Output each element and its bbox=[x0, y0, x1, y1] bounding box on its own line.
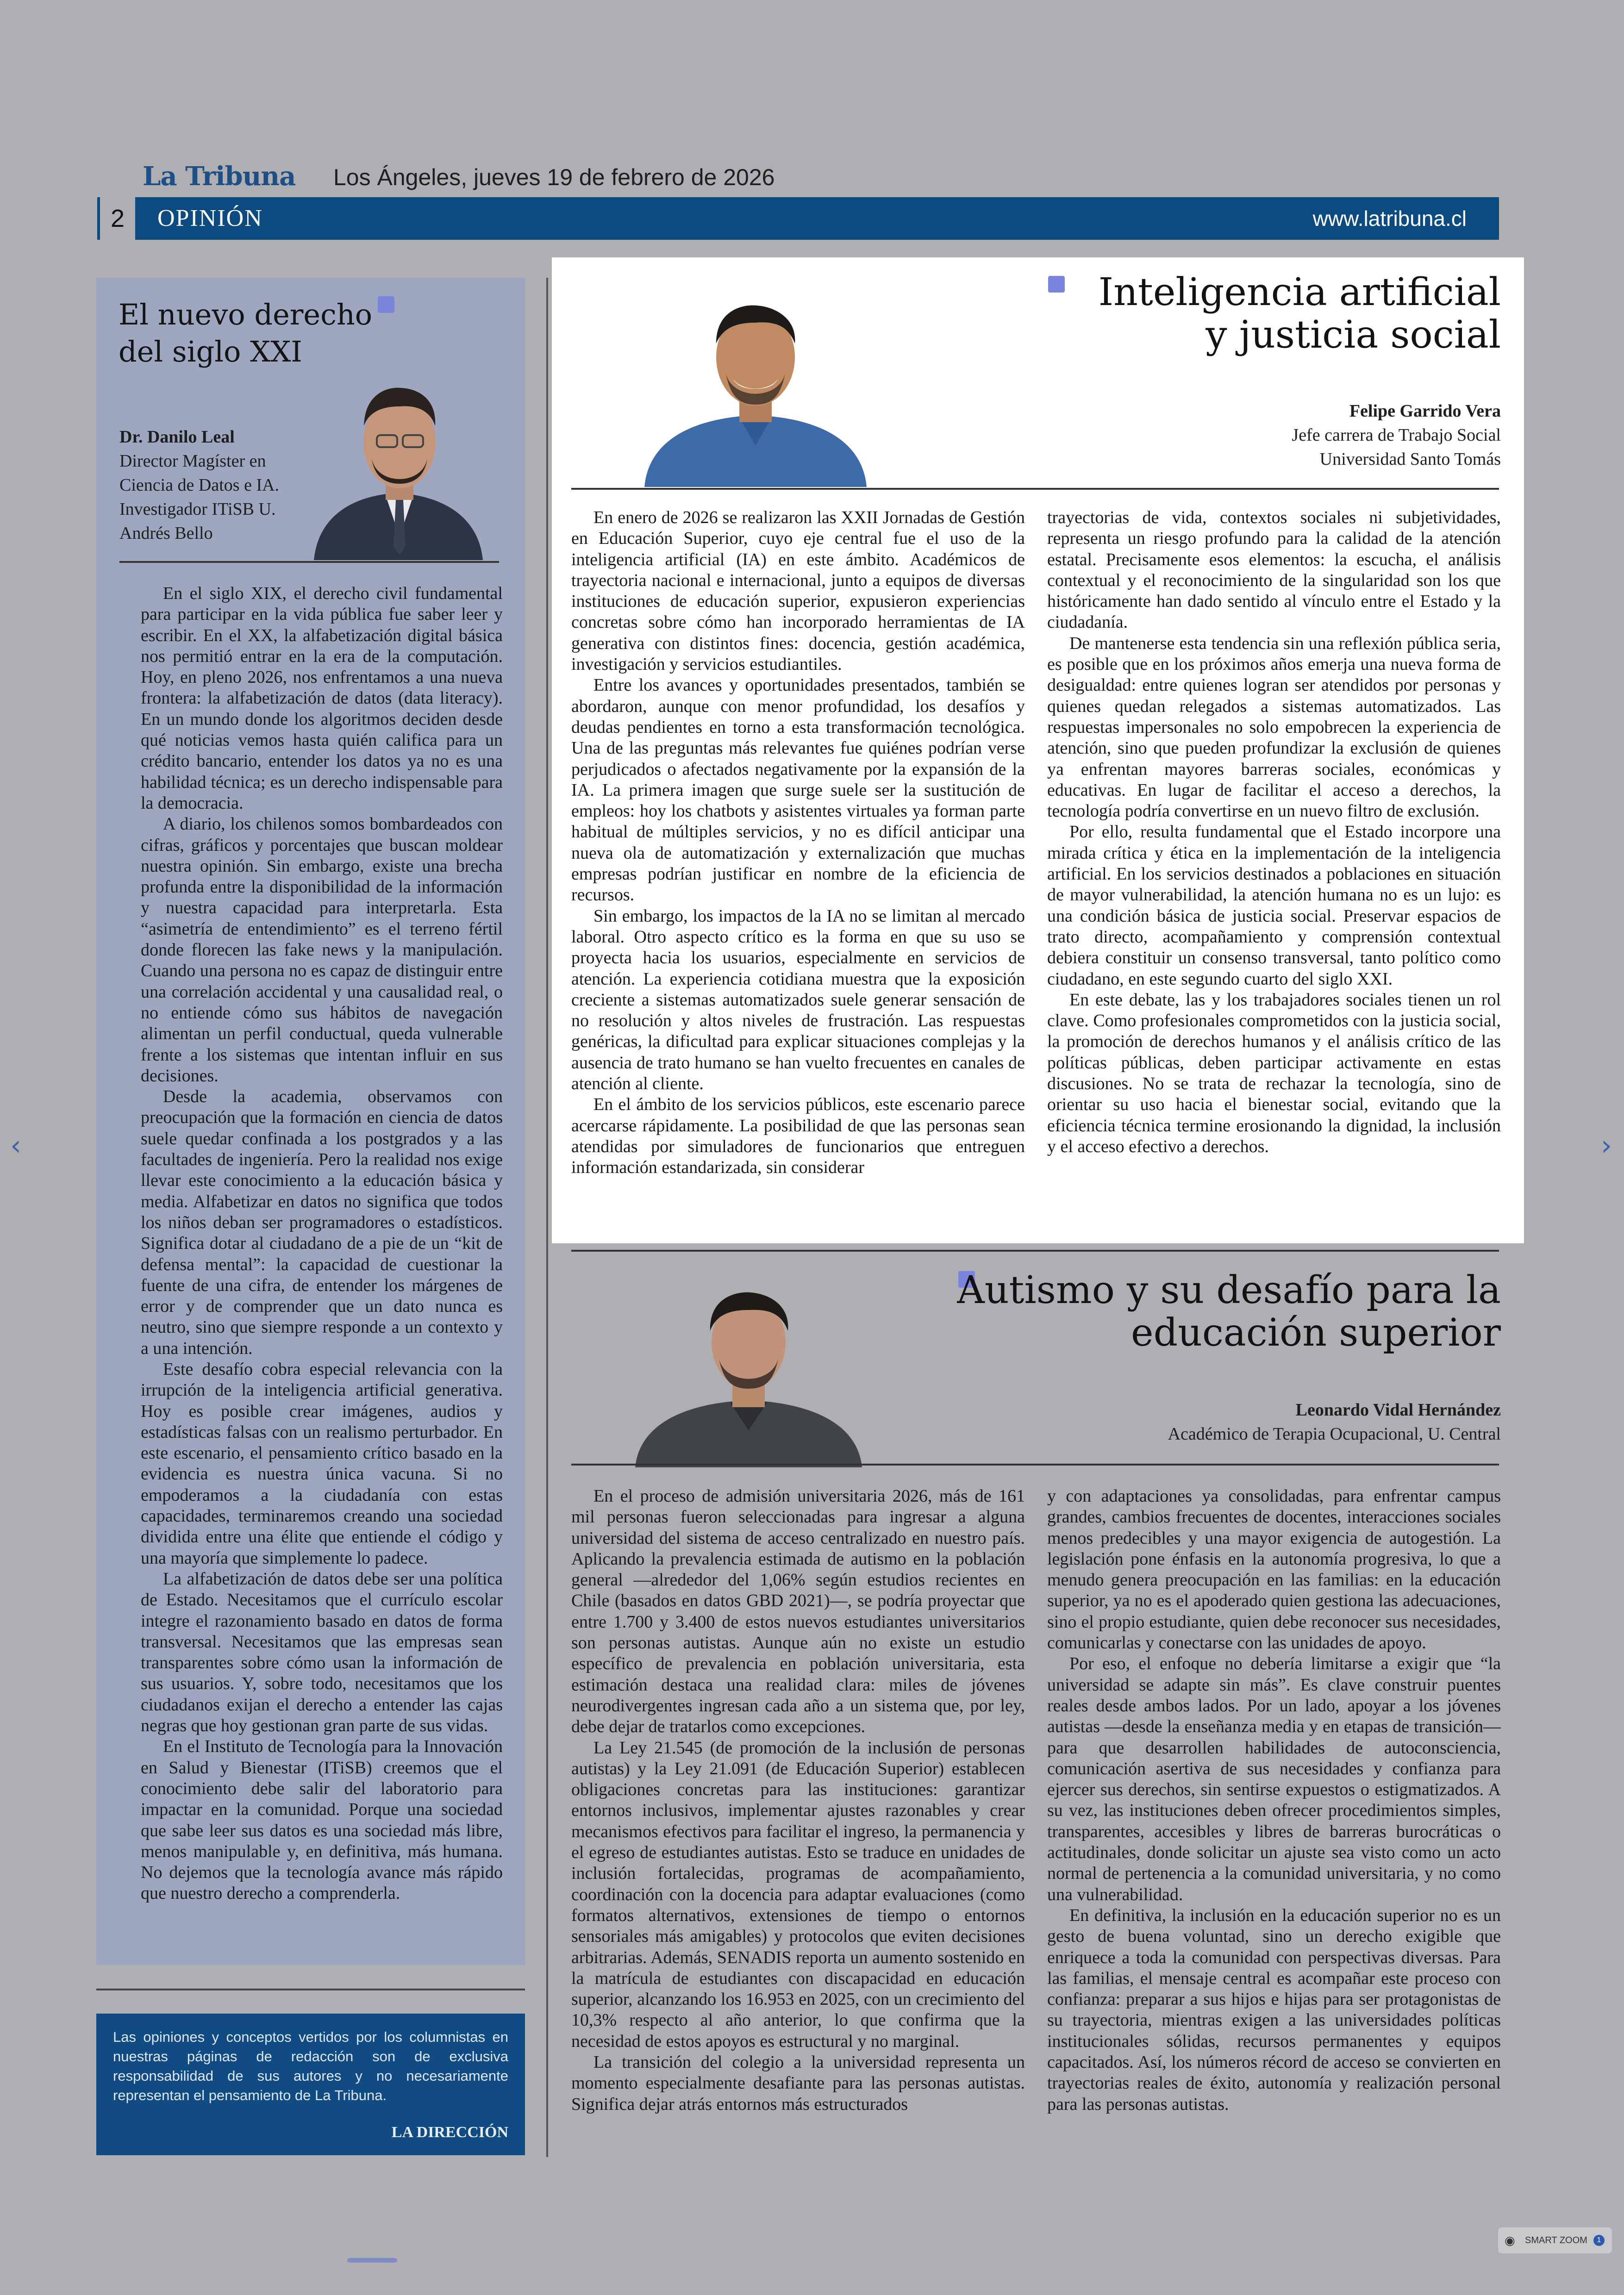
author-photo bbox=[631, 1273, 867, 1467]
article-byline bbox=[945, 1398, 1501, 1446]
sidebar-author bbox=[119, 425, 319, 545]
annotation-badge-icon[interactable] bbox=[1048, 276, 1065, 293]
paragraph: Desde la academia, observamos con preocupación que la formación en ciencia de datos suele quedar confinada a los postgrados y a las facultades de ingeniería. Pero la realidad nos exige llevar este conocimiento a la educación básica y media. Alfabetizar en datos no significa que todos los niños deban ser programadores o estadísticos. Significa dotar al ciudadano de a pie de un “kit de defensa mental”: la capacidad de cuestionar la fuente de una cifra, de entender los márgenes de error y de comprender que un dato nunca es neutro, sino que siempre responde a un contexto y a una intención. bbox=[141, 1087, 503, 1358]
paragraph: En el ámbito de los servicios públicos, este escenario parece acercarse rápidamente. La posibilidad de que las personas sean atendidas por simuladores de funcionarios que entreguen información estandarizada, sin considerar bbox=[571, 1095, 1025, 1178]
article-column-2 bbox=[1047, 507, 1501, 1157]
page-scrollbar[interactable] bbox=[347, 2258, 397, 2263]
paragraph: La alfabetización de datos debe ser una política de Estado. Necesitamos que el currículo escolar integre el razonamiento basado en datos de forma transversal. Necesitamos que las empresas sean transparentes sobre cómo usan la información de sus usuarios. Y, sobre todo, necesitamos que los ciudadanos exijan el derecho a entender las cajas negras que hoy gestionan gran parte de sus vidas. bbox=[141, 1569, 503, 1736]
author-photo bbox=[635, 279, 876, 487]
next-page-icon[interactable]: › bbox=[1601, 1129, 1612, 1162]
smart-zoom-label: SMART ZOOM bbox=[1525, 2235, 1587, 2245]
author-name: Leonardo Vidal Hernández bbox=[1295, 1400, 1501, 1420]
article-ai-justice bbox=[552, 257, 1524, 1243]
sidebar-body bbox=[141, 583, 503, 1904]
dateline: Los Ángeles, jueves 19 de febrero de 2026 bbox=[333, 164, 775, 190]
author-affiliation: Universidad Santo Tomás bbox=[1319, 449, 1501, 469]
paragraph: En este debate, las y los trabajadores sociales tienen un rol clave. Como profesionales comprometidos con la justicia social, la promoción de derechos humanos y el análisis crítico de las políticas públicas, deben participar activamente en estas discusiones. No se trata de rechazar la tecnología, sino de orientar su uso hacia el bienestar social, evitando que la eficiencia técnica termine erosionando la dignidad, la inclusión y el acceso efectivo a derechos. bbox=[1047, 990, 1501, 1156]
smart-zoom-count: 1 bbox=[1593, 2235, 1605, 2246]
disclaimer-signature: LA DIRECCIÓN bbox=[391, 2124, 508, 2141]
author-role: Director Magíster en Ciencia de Datos e IA. Investigador ITiSB U. Andrés Bello bbox=[119, 451, 280, 543]
author-name: Dr. Danilo Leal bbox=[119, 427, 235, 447]
paragraph: En el proceso de admisión universitaria 2026, más de 161 mil personas fueron seleccionadas para ingresar a alguna universidad del sistema de acceso centralizado en nuestro país. Aplicando la prevalencia estimada de autismo en la población general —alrededor del 1,06% según estudios recientes en Chile (basados en datos GBD 2021)—, se podría proyectar que entre 1.700 y 3.400 de estos nuevos estudiantes universitarios son personas autistas. Aunque aún no existe un estudio específico de prevalencia en población universitaria, esta estimación destaca una realidad clara: miles de jóvenes neurodivergentes ingresan cada año a un sistema que, por ley, debe dejar de tratarlos como excepciones. bbox=[571, 1486, 1025, 1737]
paragraph: En el Instituto de Tecnología para la Innovación en Salud y Bienestar (ITiSB) creemos que el conocimiento debe salir del laboratorio para impactar en la comunidad. Porque una sociedad que sabe leer sus datos es una sociedad más libre, menos manipulable y, en definitiva, más humana. No dejemos que la tecnología avance más rápido que nuestro derecho a comprenderla. bbox=[141, 1737, 503, 1903]
column-divider bbox=[546, 278, 548, 2157]
article-divider bbox=[571, 488, 1499, 490]
disclaimer-text: Las opiniones y conceptos vertidos por los columnistas en nuestras páginas de redacción son de exclusiva responsabilidad de sus autores y no necesariamente representan el pensamiento de La Tribuna. bbox=[113, 2029, 508, 2103]
disclaimer-divider bbox=[96, 1989, 525, 1990]
paragraph: Entre los avances y oportunidades presentados, también se abordaron, aunque con menor profundidad, los desafíos y deudas pendientes en torno a esta transformación tecnológica. Una de las preguntas más relevantes fue quiénes podrían verse perjudicados o afectados negativamente por la expansión de la IA. La primera imagen que surge suele ser la sustitución de empleos: hoy los chatbots y asistentes virtuales ya forman parte habitual de múltiples servicios, y no es difícil anticipar una nueva ola de automatización y externalización que muchas empresas podrían justificar en nombre de la eficiencia de recursos. bbox=[571, 675, 1025, 905]
paragraph: y con adaptaciones ya consolidadas, para enfrentar campus grandes, cambios frecuentes de docentes, interacciones sociales menos predecibles y una mayor exigencia de autogestión. La legislación pone énfasis en la autonomía progresiva, lo que a menudo genera preocupación en las familias: en la educación superior, ya no es el apoderado quien gestiona las adecuaciones, sino el propio estudiante, quien debe reconocer sus necesidades, comunicarlas y conectarse con las unidades de apoyo. bbox=[1047, 1486, 1501, 1653]
article-column-2 bbox=[1047, 1486, 1501, 2115]
paragraph: Por ello, resulta fundamental que el Estado incorpore una mirada crítica y ética en la implementación de la inteligencia artificial. En los servicios destinados a poblaciones en situación de mayor vulnerabilidad, la atención humana no es un lujo: es una condición básica de justicia social. Preservar espacios de trato directo, acompañamiento y comprensión contextual debiera constituir un consenso transversal, tanto político como ciudadano, en este segundo cuarto del siglo XXI. bbox=[1047, 822, 1501, 989]
article-headline: Autismo y su desafío para la educación superior bbox=[957, 1268, 1501, 1355]
article-autism bbox=[552, 1250, 1524, 2157]
article-headline: Inteligencia artificial y justicia social bbox=[1098, 270, 1501, 357]
eye-icon: ◉ bbox=[1505, 2233, 1515, 2247]
article-byline bbox=[1084, 399, 1501, 471]
paragraph: A diario, los chilenos somos bombardeados con cifras, gráficos y porcentajes que buscan moldear nuestra opinión. Sin embargo, existe una brecha profunda entre la disponibilidad de la información y nuestra capacidad para interpretarla. Esta “asimetría de entendimiento” es el terreno fértil donde florecen las fake news y la manipulación. Cuando una persona no es capaz de distinguir entre una correlación accidental y una causalidad real, o no entiende cómo sus hábitos de navegación alimentan un perfil conductual, queda vulnerable frente a los sistemas que intentan influir en sus decisiones. bbox=[141, 814, 503, 1085]
author-role: Académico de Terapia Ocupacional, U. Central bbox=[1168, 1424, 1501, 1444]
paragraph: En el siglo XIX, el derecho civil fundamental para participar en la vida pública fue saber leer y escribir. En el XX, la alfabetización digital básica nos permitió entrar en la era de la computación. Hoy, en pleno 2026, nos enfrentamos a una nueva frontera: la alfabetización de datos (data literacy). En un mundo donde los algoritmos deciden desde qué noticias vemos hasta quién califica para un crédito bancario, entender los datos ya no es una habilidad técnica; es un derecho indispensable para la democracia. bbox=[141, 584, 503, 813]
page-number: 2 bbox=[97, 197, 135, 240]
article-column-1 bbox=[571, 1486, 1025, 2115]
section-name: OPINIÓN bbox=[157, 205, 263, 231]
paragraph: La Ley 21.545 (de promoción de la inclusión de personas autistas) y la Ley 21.091 (de Educación Superior) establecen obligaciones concretas para las instituciones: garantizar entornos inclusivos, implementar ajustes razonables y crear mecanismos efectivos para facilitar el ingreso, la permanencia y el egreso de estudiantes autistas. Esto se traduce en unidades de inclusión fortalecidas, programas de acompañamiento, coordinación con la docencia para adaptar evaluaciones (como formatos alternativos, extensiones de tiempo o entornos sensoriales más amigables) y protocolos que eviten decisiones arbitrarias. Además, SENADIS reporta un aumento sostenido en la matrícula de estudiantes con discapacidad en educación superior, alcanzando los 16.953 en 2025, con un crecimiento del 10,3% respecto al año anterior, lo que confirma que la necesidad de estos apoyos es estructural y no marginal. bbox=[571, 1738, 1025, 2051]
opinion-sidebar bbox=[96, 278, 525, 1965]
paragraph: En enero de 2026 se realizaron las XXII Jornadas de Gestión en Educación Superior, cuyo eje central fue el uso de la inteligencia artificial (IA) en este ámbito. Académicos de trayectoria nacional e internacional, junto a equipos de diversas instituciones de educación superior, expusieron experiencias concretas sobre cómo han incorporado herramientas de IA generativa con distintos fines: docencia, gestión académica, investigación y servicios estudiantiles. bbox=[571, 508, 1025, 674]
article-divider bbox=[571, 1464, 1499, 1466]
paragraph: trayectorias de vida, contextos sociales ni subjetividades, representa un riesgo profundo para la calidad de la atención estatal. Precisamente esos elementos: la escucha, el análisis contextual y el reconocimiento de la singularidad son los que históricamente han dado sentido al vínculo entre el Estado y la ciudadanía. bbox=[1047, 508, 1501, 632]
author-photo bbox=[295, 361, 501, 560]
paragraph: Sin embargo, los impactos de la IA no se limitan al mercado laboral. Otro aspecto crítico es la forma en que su uso se proyecta hacia los usuarios, especialmente en servicios de atención. La experiencia cotidiana muestra que la exposición creciente a sistemas automatizados suele generar sensación de no resolución y altos niveles de frustración. Las respuestas genéricas, la dificultad para explicar situaciones complejas y la ausencia de trato humano se han vuelto frecuentes en canales de atención al cliente. bbox=[571, 906, 1025, 1094]
paragraph: Este desafío cobra especial relevancia con la irrupción de la inteligencia artificial generativa. Hoy es posible crear imágenes, audios y estadísticas falsas con un realismo perturbador. En este escenario, el pensamiento crítico basado en la evidencia es nuestra única vacuna. Si no empoderamos a la ciudadanía con estas capacidades, terminaremos creando una sociedad dividida entre una élite que entiende el código y una mayoría que simplemente lo padece. bbox=[141, 1359, 503, 1568]
sidebar-title: El nuevo derecho del siglo XXI bbox=[119, 298, 373, 368]
paragraph: De mantenerse esta tendencia sin una reflexión pública seria, es posible que en los próximos años emerja una nueva forma de desigualdad: entre quienes logran ser atendidos por personas y quienes quedan relegados a sistemas automatizados. Las respuestas impersonales no solo empobrecen la experiencia de atención, sino que pueden profundizar la exclusión de quienes ya enfrentan mayores barreras sociales, económicas y educativas. En lugar de facilitar el acceso a derechos, la tecnología podría convertirse en un nuevo filtro de exclusión. bbox=[1047, 633, 1501, 821]
newspaper-logo: La Tribuna bbox=[143, 161, 296, 192]
website-link[interactable]: www.latribuna.cl bbox=[1312, 206, 1467, 231]
section-bar bbox=[97, 197, 1499, 240]
sidebar-divider bbox=[119, 561, 499, 563]
masthead bbox=[143, 161, 1499, 198]
article-column-1 bbox=[571, 507, 1025, 1179]
author-name: Felipe Garrido Vera bbox=[1349, 401, 1501, 421]
author-role: Jefe carrera de Trabajo Social bbox=[1292, 425, 1501, 445]
prev-page-icon[interactable]: ‹ bbox=[10, 1129, 21, 1162]
annotation-badge-icon[interactable] bbox=[378, 296, 394, 313]
paragraph: La transición del colegio a la universidad representa un momento especialmente desafiante para las personas autistas. Significa dejar atrás entornos más estructurados bbox=[571, 2052, 1025, 2114]
paragraph: Por eso, el enfoque no debería limitarse a exigir que “la universidad se adapte sin más”. Es clave construir puentes reales desde ambos lados. Por un lado, apoyar a los jóvenes autistas —desde la enseñanza media y en etapas de transición— para que desarrollen habilidades de autoconsciencia, comunicación asertiva de sus necesidades y confianza para ejercer sus derechos, sin sentirse expuestos o estigmatizados. A su vez, las instituciones deben ofrecer procedimientos simples, transparentes, accesibles y libres de barreras burocráticas o actitudinales, donde solicitar un ajuste sea visto como un acto normal de pertenencia a la comunidad universitaria, y no como una vulnerabilidad. bbox=[1047, 1654, 1501, 1904]
smart-zoom-button[interactable] bbox=[1498, 2227, 1612, 2253]
editorial-disclaimer bbox=[96, 2014, 525, 2155]
paragraph: En definitiva, la inclusión en la educación superior no es un gesto de buena voluntad, sino un derecho exigible que enriquece a toda la comunidad con perspectivas diversas. Para las familias, el mensaje central es acompañar este proceso con confianza: preparar a sus hijos e hijas para ser protagonistas de su trayectoria, mientras exigen a las universidades políticas institucionales sólidas, recursos permanentes y equipos capacitados. Así, los números récord de acceso se convierten en trayectorias reales de éxito, autonomía y realización personal para las personas autistas. bbox=[1047, 1905, 1501, 2114]
